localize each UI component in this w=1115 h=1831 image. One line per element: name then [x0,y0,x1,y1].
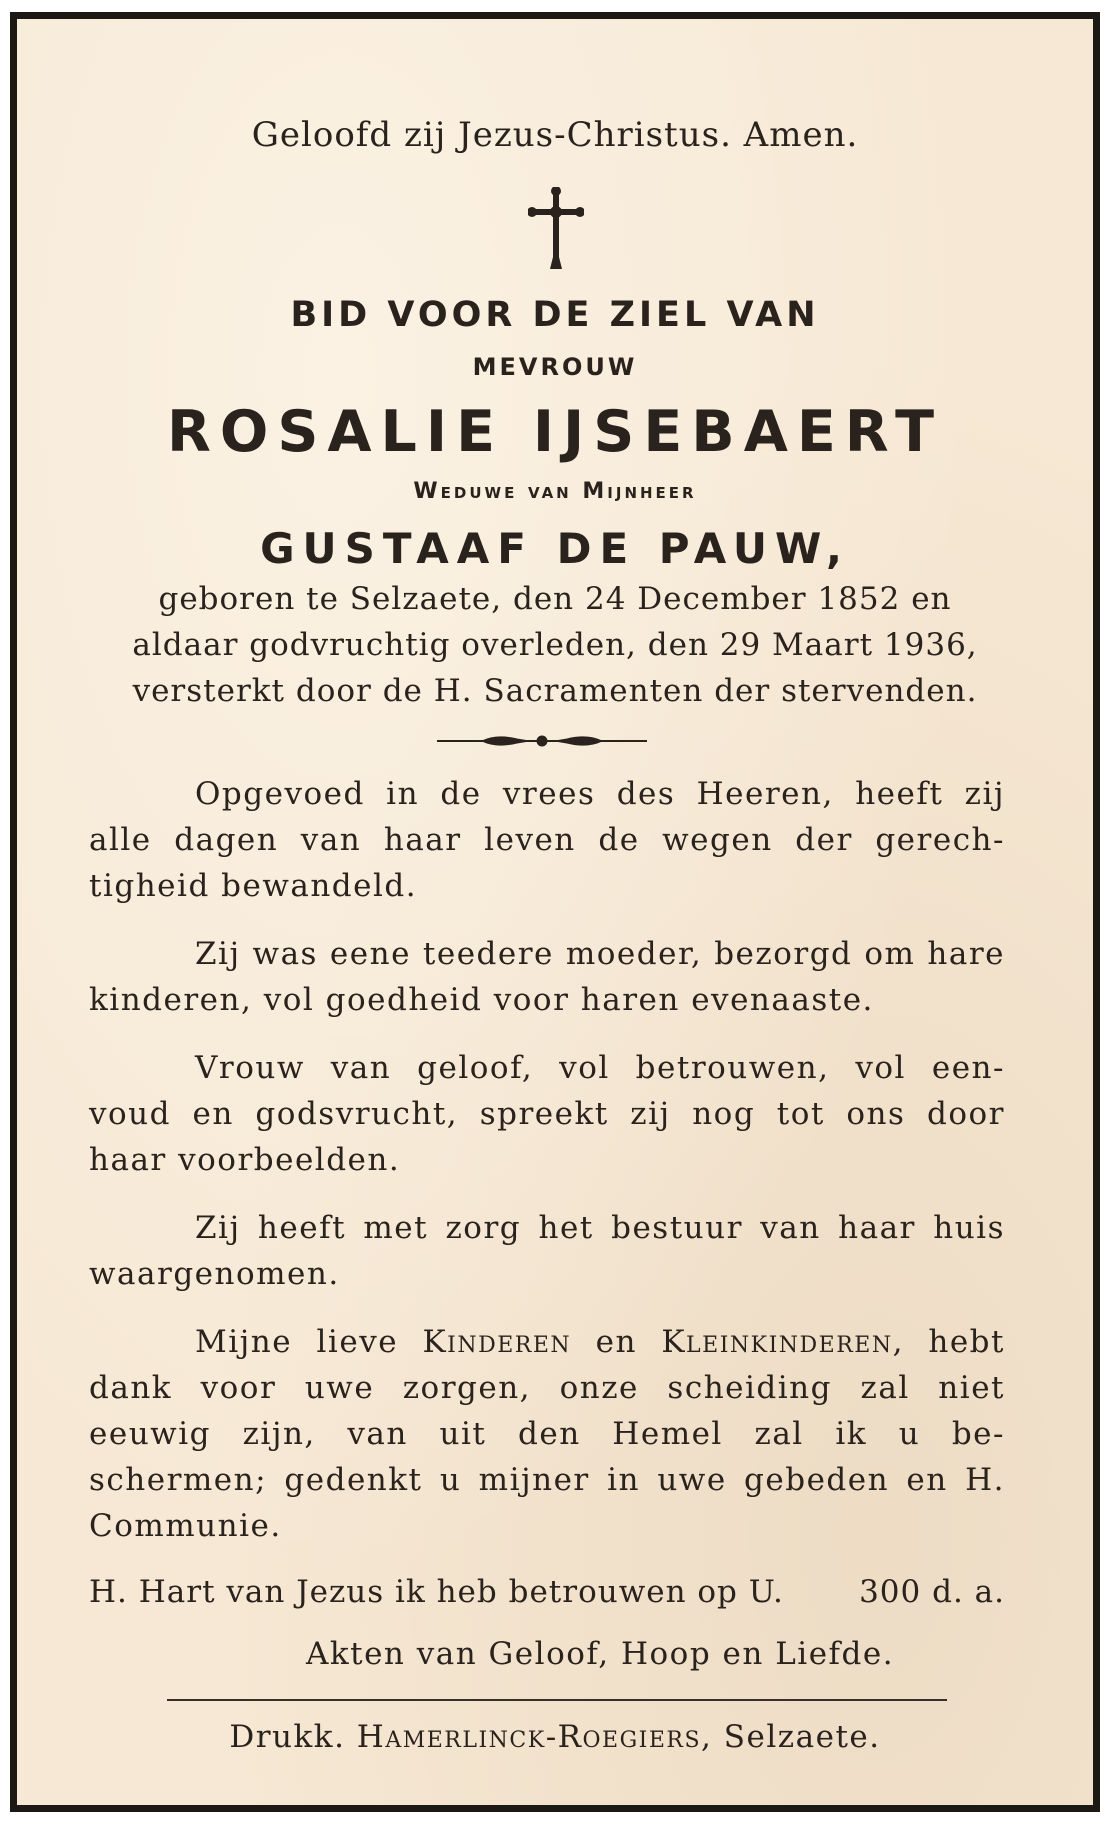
children-kleinkinderen: Kleinkinderen, [661,1324,904,1360]
printer-name: Hamerlinck-Roegiers, [356,1719,713,1755]
paragraph-mother [89,931,1005,1023]
bio-line-2: aldaar godvruchtig overleden, den 29 Maart 1936, [132,627,978,663]
cross-icon [528,187,584,271]
children-kinderen: Kinderen [422,1324,572,1360]
footer-rule [167,1699,947,1701]
memorial-card [10,12,1100,1812]
title-mevrouw: MEVROUW [472,353,638,381]
paragraph-household [89,1205,1005,1297]
paragraph-faith [89,1045,1005,1183]
paragraph-household-text: Zij heeft met zorg het bestuur van haar huis waargenomen. [89,1210,1005,1292]
printer-line [17,1719,1093,1755]
children-start: Mijne lieve [195,1324,399,1360]
paragraph-children [89,1319,1005,1549]
paragraph-faith-text: Vrouw van geloof, vol betrouwen, vol een- voud en godsvrucht, spreekt zij nog tot ons door haar voorbeelden. [89,1050,1005,1178]
bio-line-1: geboren te Selzaete, den 24 December 1852 en [158,581,952,617]
paragraph-mother-text: Zij was eene teedere moeder, bezorgd om hare kinderen, vol goedheid voor haren evenaaste. [89,936,1005,1018]
pray-heading: BID VOOR DE ZIEL VAN [290,295,820,335]
acts-of-faith: Akten van Geloof, Hoop en Liefde. [305,1636,895,1672]
header-blessing: Geloofd zij Jezus-Christus. Amen. [251,115,859,155]
bio-line-3: versterkt door de H. Sacramenten der stervenden. [132,673,978,709]
printer-prefix: Drukk. [229,1719,346,1755]
sacred-heart-prayer: H. Hart van Jezus ik heb betrouwen op U. [89,1574,784,1610]
paragraph-upbringing-text: Opgevoed in de vrees des Heeren, heeft zij alle dagen van haar leven de wegen der gerech- tigheid bewandeld. [89,776,1005,904]
deceased-name: ROSALIE IJSEBAERT [167,399,943,465]
indulgence: 300 d. a. [859,1574,1005,1610]
card-content [17,19,1093,1805]
children-rest: hebt dank voor uwe zorgen, onze scheiding zal niet eeuwig zijn, van uit den Hemel zal ik u be- schermen; gedenkt u mijner in uwe gebeden en H. Communie. [89,1324,1005,1544]
ornament-divider [437,731,647,751]
printer-city: Selzaete. [723,1719,881,1755]
biography [87,576,1023,714]
husband-name: GUSTAAF DE PAUW, [260,524,850,573]
children-en: en [595,1324,637,1360]
paragraph-upbringing [89,771,1005,909]
widow-of-text: Weduwe van Mijnheer [413,479,697,504]
widow-of-label [17,479,1093,504]
